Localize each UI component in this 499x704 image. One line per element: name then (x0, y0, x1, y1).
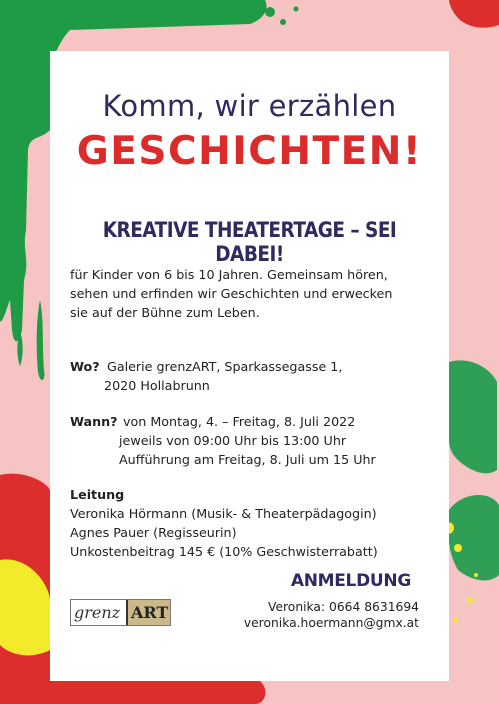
subtitle: KREATIVE THEATERTAGE – SEI DABEI! (102, 218, 397, 266)
wann-label: Wann? (70, 414, 118, 429)
leitung-person-2: Agnes Pauer (Regisseurin) (70, 525, 237, 540)
wo-line-2: 2020 Hollabrunn (104, 378, 210, 393)
wann-line-3: Aufführung am Freitag, 8. Juli um 15 Uhr (119, 452, 376, 467)
title-line-1: Komm, wir erzählen (102, 89, 397, 123)
intro-line-3: sie auf der Bühne zum Leben. (70, 305, 260, 320)
intro-line-1: für Kinder von 6 bis 10 Jahren. Gemeinsam hören, (70, 267, 388, 282)
wann-line-1: von Montag, 4. – Freitag, 8. Juli 2022 (123, 414, 356, 429)
contact-phone: Veronika: 0664 8631694 (267, 600, 419, 614)
anmeldung-heading: ANMELDUNG (290, 571, 411, 591)
wo-line-1: Galerie grenzART, Sparkassegasse 1, (107, 359, 343, 374)
logo-part-1: grenz (71, 600, 126, 625)
leitung-person-1: Veronika Hörmann (Musik- & Theaterpädagogin) (70, 506, 377, 521)
leitung-label: Leitung (70, 487, 125, 502)
grenzart-logo (70, 599, 171, 626)
title-line-2: GESCHICHTEN! (76, 129, 423, 174)
contact-email[interactable]: veronika.hoermann@gmx.at (243, 616, 419, 630)
flyer-card (50, 51, 449, 681)
intro-line-2: sehen und erfinden wir Geschichten und erwecken (70, 286, 393, 301)
logo-part-2: ART (126, 600, 170, 625)
wann-line-2: jeweils von 09:00 Uhr bis 13:00 Uhr (119, 433, 347, 448)
green-paint-splash-right (449, 360, 497, 473)
wo-label: Wo? (70, 359, 100, 374)
contact-block (244, 599, 419, 631)
fee-line: Unkostenbeitrag 145 € (10% Geschwisterrabatt) (70, 544, 378, 559)
